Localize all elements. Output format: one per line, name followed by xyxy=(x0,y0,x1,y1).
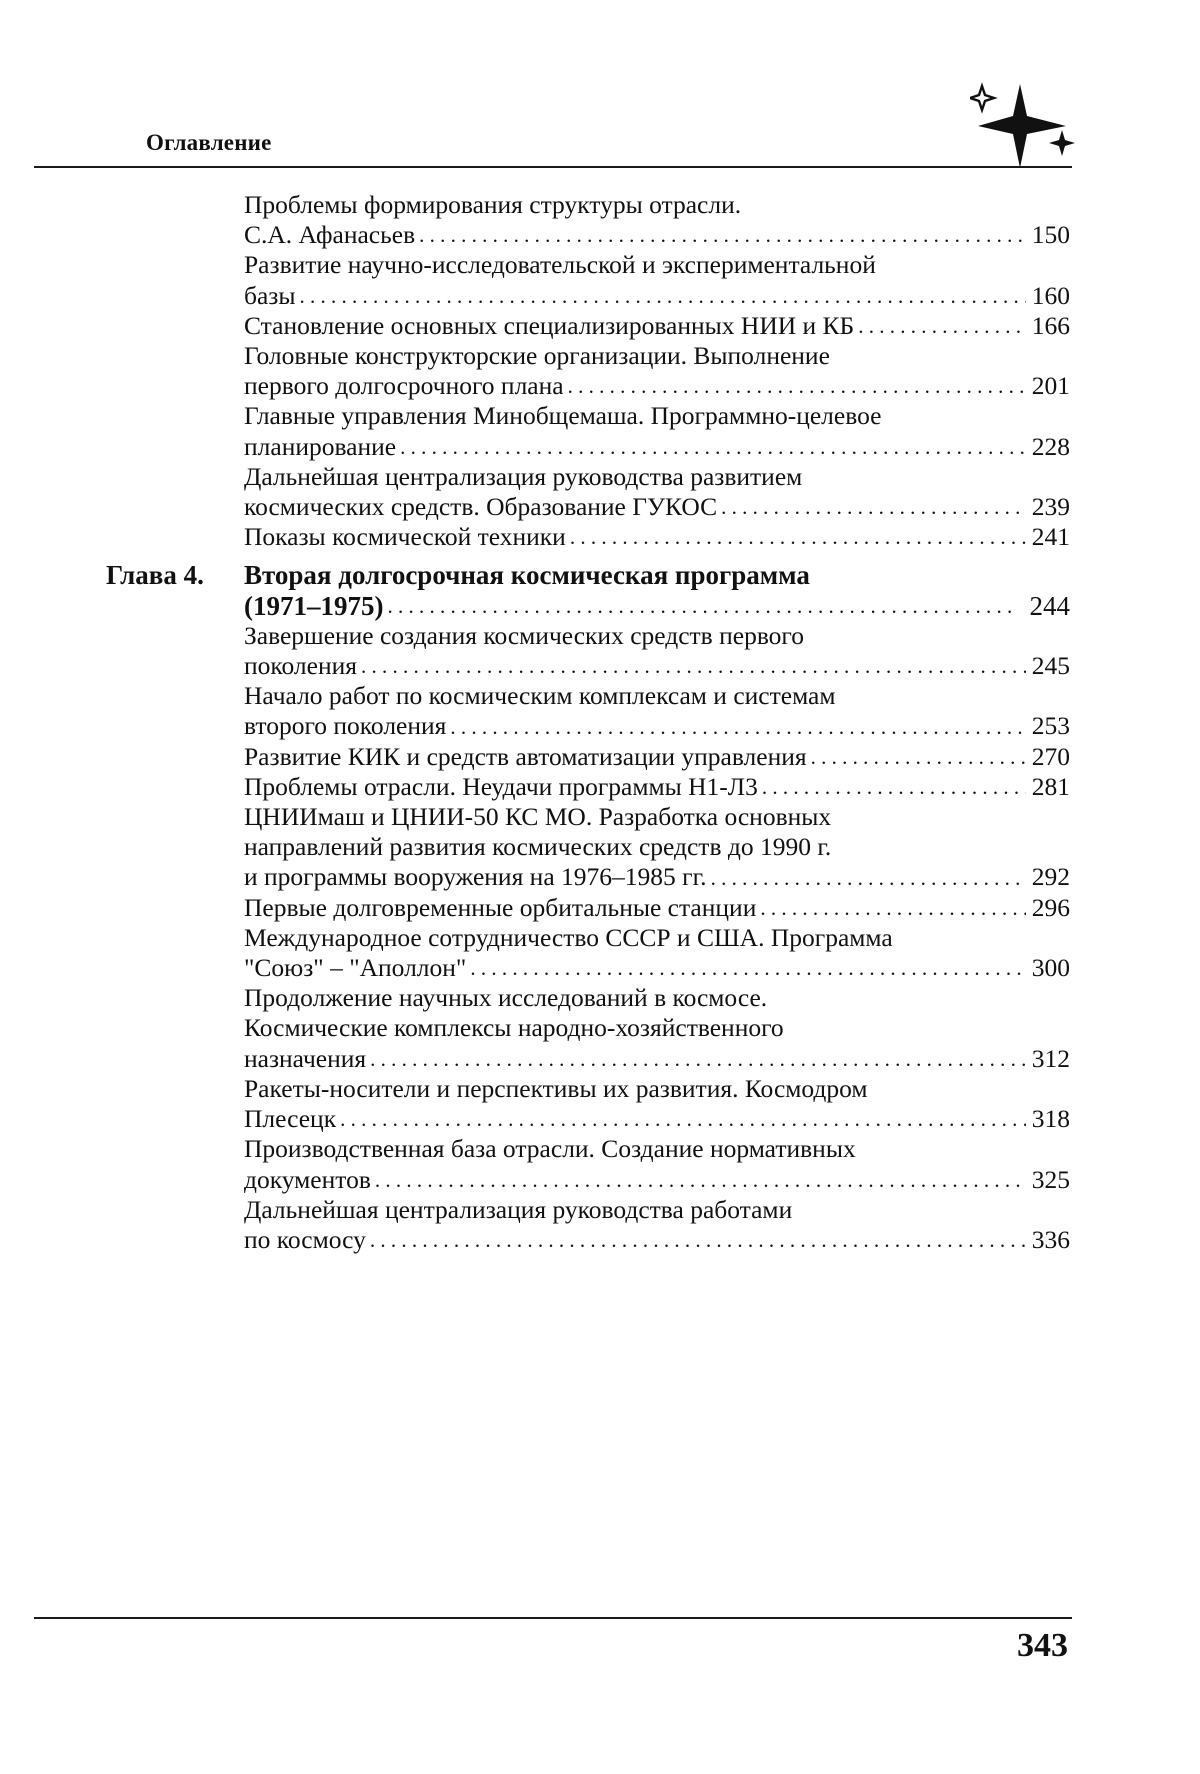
toc-entry[interactable] xyxy=(244,190,1070,250)
toc-section-b xyxy=(0,621,1200,1255)
dot-leader xyxy=(300,281,1026,311)
dot-leader xyxy=(470,953,1025,983)
toc-entry-title-line: Развитие научно-исследовательской и экспериментальной xyxy=(244,250,876,280)
table-of-contents xyxy=(0,190,1200,1255)
toc-entry-page-number: 150 xyxy=(1031,220,1070,250)
toc-entry-title-line: Завершение создания космических средств первого xyxy=(244,620,805,650)
footer-rule xyxy=(34,1617,1072,1619)
toc-entry-title-end: С.А. Афанасьев xyxy=(244,220,416,250)
toc-entry-page-number: 228 xyxy=(1031,431,1070,461)
toc-entry-last-line xyxy=(244,492,1070,522)
toc-section-a xyxy=(0,190,1200,552)
toc-entry[interactable] xyxy=(244,1195,1070,1255)
toc-entry-last-line xyxy=(244,522,1070,552)
chapter-page-number: 244 xyxy=(1029,590,1070,621)
toc-entry-last-line xyxy=(244,953,1070,983)
chapter-title-years: (1971–1975) xyxy=(244,590,384,621)
toc-entry-title-end: и программы вооружения на 1976–1985 гг. xyxy=(244,862,707,892)
toc-entry[interactable] xyxy=(244,742,1070,772)
toc-entry-title-end: второго поколения xyxy=(244,711,447,741)
dot-leader xyxy=(370,1044,1026,1074)
toc-entry[interactable] xyxy=(244,250,1070,310)
toc-entry-title-end: "Союз" – "Аполлон" xyxy=(244,953,467,983)
chapter-4 xyxy=(0,560,1200,620)
toc-entry-page-number: 245 xyxy=(1031,651,1070,681)
toc-entry[interactable] xyxy=(244,1134,1070,1194)
toc-entry-title-line: Начало работ по космическим комплексам и системам xyxy=(244,681,836,711)
dot-leader xyxy=(721,492,1026,522)
toc-entry-page-number: 296 xyxy=(1031,892,1070,922)
toc-entry-page-number: 292 xyxy=(1031,862,1070,892)
toc-entry-last-line xyxy=(244,371,1070,401)
toc-entry-last-line xyxy=(244,1104,1070,1134)
toc-entry[interactable] xyxy=(244,522,1070,552)
dot-leader xyxy=(340,1104,1026,1134)
dot-leader xyxy=(811,742,1026,772)
toc-entry-title-end: документов xyxy=(244,1164,371,1194)
toc-entry-last-line xyxy=(244,220,1070,250)
dot-leader xyxy=(450,712,1025,742)
toc-entry[interactable] xyxy=(244,621,1070,681)
toc-entry[interactable] xyxy=(244,311,1070,341)
toc-entry[interactable] xyxy=(244,983,1070,1074)
toc-entry-title-end: Проблемы отрасли. Неудачи программы Н1-Л3 xyxy=(244,771,758,801)
toc-entry-last-line xyxy=(244,862,1070,892)
toc-entry-page-number: 160 xyxy=(1031,280,1070,310)
toc-entry[interactable] xyxy=(244,802,1070,893)
dot-leader xyxy=(711,863,1026,893)
toc-entry-last-line xyxy=(244,311,1070,341)
toc-entry-last-line xyxy=(244,1044,1070,1074)
toc-entry-page-number: 166 xyxy=(1031,310,1070,340)
dot-leader xyxy=(570,522,1026,552)
toc-entry-page-number: 318 xyxy=(1031,1104,1070,1134)
chapter-title-last-line xyxy=(244,591,1070,621)
toc-entry-title-line: Главные управления Минобщемаша. Программно-целевое xyxy=(244,401,882,431)
toc-entry-page-number: 241 xyxy=(1031,522,1070,552)
toc-entry-page-number: 239 xyxy=(1031,492,1070,522)
toc-entry-title-line: Международное сотрудничество СССР и США. Программа xyxy=(244,922,893,952)
toc-entry-title-line: Ракеты-носители и перспективы их развития. Космодром xyxy=(244,1073,868,1103)
toc-entry-title-line: ЦНИИмаш и ЦНИИ-50 КС МО. Разработка основных xyxy=(244,802,832,832)
toc-entry-title-end: первого долгосрочного плана xyxy=(244,371,564,401)
dot-leader xyxy=(375,1165,1026,1195)
toc-entry-title-line: Космические комплексы народно-хозяйственного xyxy=(244,1013,784,1043)
toc-entry-page-number: 253 xyxy=(1031,711,1070,741)
toc-entry-title-line: Производственная база отрасли. Создание нормативных xyxy=(244,1134,856,1164)
dot-leader xyxy=(760,893,1025,923)
toc-entry-title-end: Показы космической техники xyxy=(244,522,566,552)
toc-entry-page-number: 336 xyxy=(1031,1224,1070,1254)
toc-entry-last-line xyxy=(244,1225,1070,1255)
toc-entry-title-end: Развитие КИК и средств автоматизации управления xyxy=(244,741,807,771)
toc-entry-last-line xyxy=(244,772,1070,802)
toc-entry-title-end: Первые долговременные орбитальные станции xyxy=(244,892,757,922)
toc-entry[interactable] xyxy=(244,341,1070,401)
dot-leader xyxy=(858,311,1026,341)
toc-entry-title-line: Продолжение научных исследований в космосе. xyxy=(244,983,768,1013)
toc-entry[interactable] xyxy=(244,923,1070,983)
dot-leader xyxy=(387,591,1015,621)
dot-leader xyxy=(568,371,1026,401)
toc-entry-title-end: по космосу xyxy=(244,1224,366,1254)
toc-entry-title-line: Головные конструкторские организации. Выполнение xyxy=(244,341,830,371)
toc-entry-page-number: 281 xyxy=(1031,771,1070,801)
page-number: 343 xyxy=(1017,1627,1068,1664)
toc-entry-title-line: Дальнейшая централизация руководства развитием xyxy=(244,461,803,491)
chapter-title-entry[interactable] xyxy=(244,560,1070,620)
toc-entry[interactable] xyxy=(244,462,1070,522)
toc-entry-title-end: Плесецк xyxy=(244,1104,337,1134)
chapter-label: Глава 4. xyxy=(106,560,204,591)
toc-entry-page-number: 270 xyxy=(1031,741,1070,771)
dot-leader xyxy=(361,651,1026,681)
toc-entry-last-line xyxy=(244,893,1070,923)
toc-entry-title-line: направлений развития космических средств до 1990 г. xyxy=(244,832,832,862)
toc-entry-title-line: Дальнейшая централизация руководства работами xyxy=(244,1194,793,1224)
dot-leader xyxy=(400,432,1026,462)
toc-entry-title-line: Проблемы формирования структуры отрасли. xyxy=(244,190,742,219)
toc-entry-last-line xyxy=(244,742,1070,772)
toc-entry-last-line xyxy=(244,711,1070,741)
dot-leader xyxy=(762,772,1026,802)
toc-entry-title-end: космических средств. Образование ГУКОС xyxy=(244,492,718,522)
toc-entry-title-end: назначения xyxy=(244,1043,367,1073)
toc-entry[interactable] xyxy=(244,1074,1070,1134)
toc-entry-page-number: 312 xyxy=(1031,1043,1070,1073)
toc-entry-title-end: поколения xyxy=(244,651,357,681)
toc-entry-last-line xyxy=(244,651,1070,681)
header-rule xyxy=(34,166,1072,168)
dot-leader xyxy=(419,220,1026,250)
toc-entry[interactable] xyxy=(244,772,1070,802)
chapter-title-line: Вторая долгосрочная космическая программа xyxy=(244,560,810,591)
stars-icon xyxy=(970,80,1080,170)
toc-entry-page-number: 300 xyxy=(1031,953,1070,983)
toc-entry-last-line xyxy=(244,1165,1070,1195)
dot-leader xyxy=(370,1225,1026,1255)
toc-entry[interactable] xyxy=(244,401,1070,461)
toc-entry-last-line xyxy=(244,432,1070,462)
toc-entry-page-number: 201 xyxy=(1031,371,1070,401)
running-head: Оглавление xyxy=(146,130,272,155)
toc-entry[interactable] xyxy=(244,681,1070,741)
toc-entry-title-end: Становление основных специализированных НИИ и КБ xyxy=(244,310,855,340)
toc-entry-title-end: базы xyxy=(244,280,296,310)
toc-entry-title-end: планирование xyxy=(244,431,397,461)
toc-entry-page-number: 325 xyxy=(1031,1164,1070,1194)
toc-entry-last-line xyxy=(244,281,1070,311)
toc-entry[interactable] xyxy=(244,893,1070,923)
